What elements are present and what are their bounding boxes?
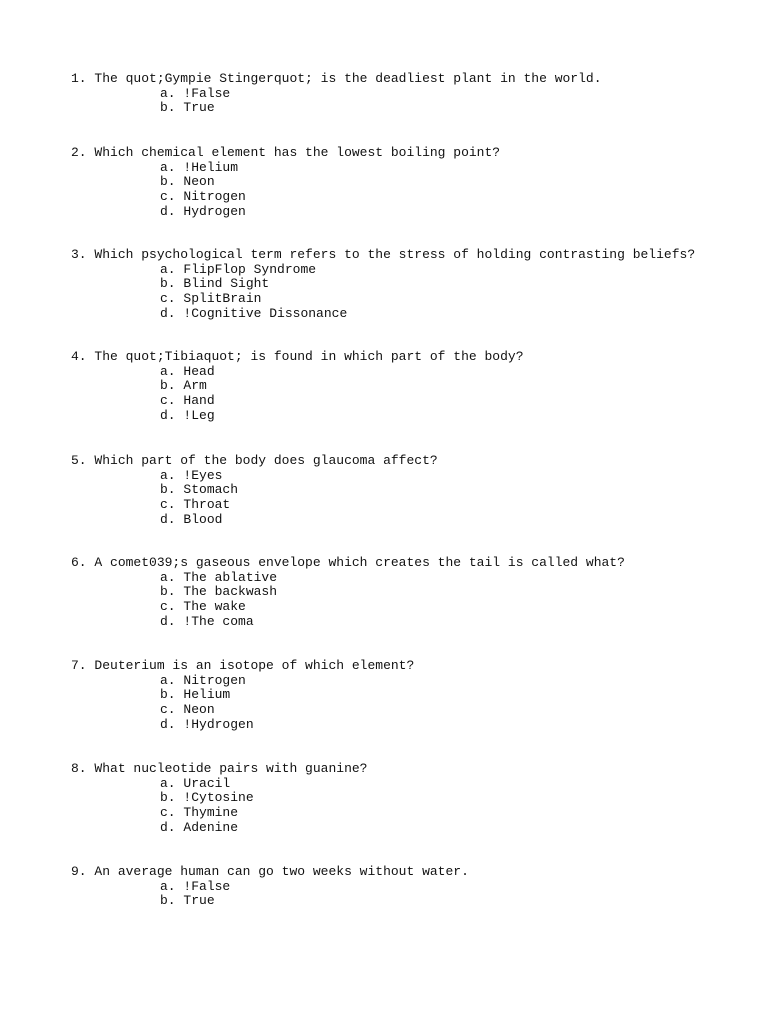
answer-option — [160, 409, 524, 424]
question-line — [71, 556, 625, 571]
question-text: An average human can go two weeks without water. — [94, 864, 469, 879]
question-text: Deuterium is an isotope of which element? — [94, 658, 415, 673]
answer-option — [160, 292, 695, 307]
question-block — [71, 556, 625, 629]
question-block — [71, 865, 469, 909]
option-letter: a. — [160, 159, 176, 175]
answer-options — [71, 469, 438, 528]
option-text: Blind Sight — [183, 276, 270, 292]
option-letter: a. — [160, 363, 176, 379]
option-text: Uracil — [183, 775, 231, 791]
question-text: Which chemical element has the lowest boiling point? — [94, 145, 501, 160]
answer-option — [160, 688, 414, 703]
question-number: 3. — [71, 247, 87, 262]
option-text: The wake — [183, 599, 246, 615]
option-letter: a. — [160, 775, 176, 791]
question-line — [71, 454, 438, 469]
option-letter: a. — [160, 261, 176, 277]
option-text: Hand — [183, 393, 215, 409]
question-line — [71, 659, 414, 674]
option-text: !Helium — [183, 159, 239, 175]
answer-option — [160, 469, 438, 484]
question-number: 2. — [71, 145, 87, 160]
option-text: Arm — [183, 378, 207, 394]
question-block — [71, 248, 695, 321]
option-letter: b. — [160, 584, 176, 600]
question-text: The quot;Tibiaquot; is found in which part of the body? — [94, 349, 524, 364]
answer-option — [160, 674, 414, 689]
option-text: The backwash — [183, 584, 278, 600]
answer-option — [160, 571, 625, 586]
question-line — [71, 146, 500, 161]
question-line — [71, 350, 524, 365]
answer-option — [160, 161, 500, 176]
question-number: 4. — [71, 349, 87, 364]
answer-option — [160, 615, 625, 630]
question-block — [71, 146, 500, 219]
answer-option — [160, 821, 367, 836]
question-block — [71, 762, 367, 835]
option-letter: a. — [160, 672, 176, 688]
answer-options — [71, 674, 414, 733]
question-line — [71, 762, 367, 777]
answer-option — [160, 87, 602, 102]
answer-option — [160, 718, 414, 733]
option-letter: a. — [160, 85, 176, 101]
option-text: Hydrogen — [183, 203, 246, 219]
answer-option — [160, 394, 524, 409]
option-letter: d. — [160, 613, 176, 629]
answer-option — [160, 379, 524, 394]
option-letter: b. — [160, 790, 176, 806]
option-letter: c. — [160, 189, 176, 205]
option-letter: c. — [160, 291, 176, 307]
question-number: 8. — [71, 761, 87, 776]
option-letter: a. — [160, 467, 176, 483]
option-text: Stomach — [183, 482, 239, 498]
option-text: !False — [183, 878, 231, 894]
answer-options — [71, 161, 500, 220]
option-letter: c. — [160, 393, 176, 409]
answer-option — [160, 190, 500, 205]
option-letter: a. — [160, 569, 176, 585]
answer-options — [71, 777, 367, 836]
option-letter: c. — [160, 702, 176, 718]
answer-option — [160, 175, 500, 190]
option-text: !Eyes — [183, 467, 223, 483]
answer-option — [160, 791, 367, 806]
option-letter: c. — [160, 599, 176, 615]
question-line — [71, 865, 469, 880]
answer-option — [160, 513, 438, 528]
option-text: !Cytosine — [183, 790, 254, 806]
option-text: True — [183, 100, 215, 116]
question-block — [71, 454, 438, 527]
question-number: 9. — [71, 864, 87, 879]
answer-options — [71, 263, 695, 322]
question-block — [71, 72, 602, 116]
answer-options — [71, 880, 469, 909]
answer-option — [160, 777, 367, 792]
answer-option — [160, 307, 695, 322]
option-text: !Cognitive Dissonance — [183, 305, 348, 321]
option-text: Helium — [183, 687, 231, 703]
answer-options — [71, 87, 602, 116]
answer-option — [160, 365, 524, 380]
option-letter: d. — [160, 716, 176, 732]
answer-option — [160, 263, 695, 278]
option-text: Adenine — [183, 819, 239, 835]
option-text: Nitrogen — [183, 672, 246, 688]
question-text: The quot;Gympie Stingerquot; is the deadliest plant in the world. — [94, 71, 602, 86]
question-text: Which psychological term refers to the stress of holding contrasting beliefs? — [94, 247, 696, 262]
option-text: !The coma — [183, 613, 254, 629]
option-text: !Hydrogen — [183, 716, 254, 732]
option-text: Neon — [183, 174, 215, 190]
answer-option — [160, 277, 695, 292]
option-text: Blood — [183, 511, 223, 527]
answer-option — [160, 880, 469, 895]
question-text: What nucleotide pairs with guanine? — [94, 761, 368, 776]
option-text: Throat — [183, 497, 231, 513]
option-letter: b. — [160, 100, 176, 116]
answer-option — [160, 483, 438, 498]
option-letter: b. — [160, 687, 176, 703]
option-letter: d. — [160, 203, 176, 219]
option-letter: b. — [160, 276, 176, 292]
option-letter: b. — [160, 378, 176, 394]
answer-option — [160, 585, 625, 600]
question-number: 5. — [71, 453, 87, 468]
answer-option — [160, 806, 367, 821]
question-number: 6. — [71, 555, 87, 570]
answer-option — [160, 498, 438, 513]
option-text: Head — [183, 363, 215, 379]
option-text: Nitrogen — [183, 189, 246, 205]
answer-option — [160, 101, 602, 116]
answer-options — [71, 571, 625, 630]
answer-option — [160, 600, 625, 615]
question-number: 1. — [71, 71, 87, 86]
option-text: FlipFlop Syndrome — [183, 261, 317, 277]
question-block — [71, 350, 524, 423]
option-letter: c. — [160, 497, 176, 513]
option-letter: b. — [160, 893, 176, 909]
option-text: !Leg — [183, 407, 215, 423]
option-letter: d. — [160, 305, 176, 321]
option-text: !False — [183, 85, 231, 101]
option-letter: d. — [160, 819, 176, 835]
option-text: Thymine — [183, 805, 239, 821]
option-text: True — [183, 893, 215, 909]
option-text: Neon — [183, 702, 215, 718]
answer-option — [160, 894, 469, 909]
answer-option — [160, 205, 500, 220]
question-text: Which part of the body does glaucoma affect? — [94, 453, 438, 468]
question-text: A comet039;s gaseous envelope which creates the tail is called what? — [94, 555, 625, 570]
option-letter: c. — [160, 805, 176, 821]
option-letter: d. — [160, 511, 176, 527]
question-line — [71, 248, 695, 263]
option-letter: a. — [160, 878, 176, 894]
question-line — [71, 72, 602, 87]
question-number: 7. — [71, 658, 87, 673]
option-letter: d. — [160, 407, 176, 423]
option-letter: b. — [160, 482, 176, 498]
option-text: SplitBrain — [183, 291, 262, 307]
answer-option — [160, 703, 414, 718]
answer-options — [71, 365, 524, 424]
question-block — [71, 659, 414, 732]
option-text: The ablative — [183, 569, 278, 585]
option-letter: b. — [160, 174, 176, 190]
